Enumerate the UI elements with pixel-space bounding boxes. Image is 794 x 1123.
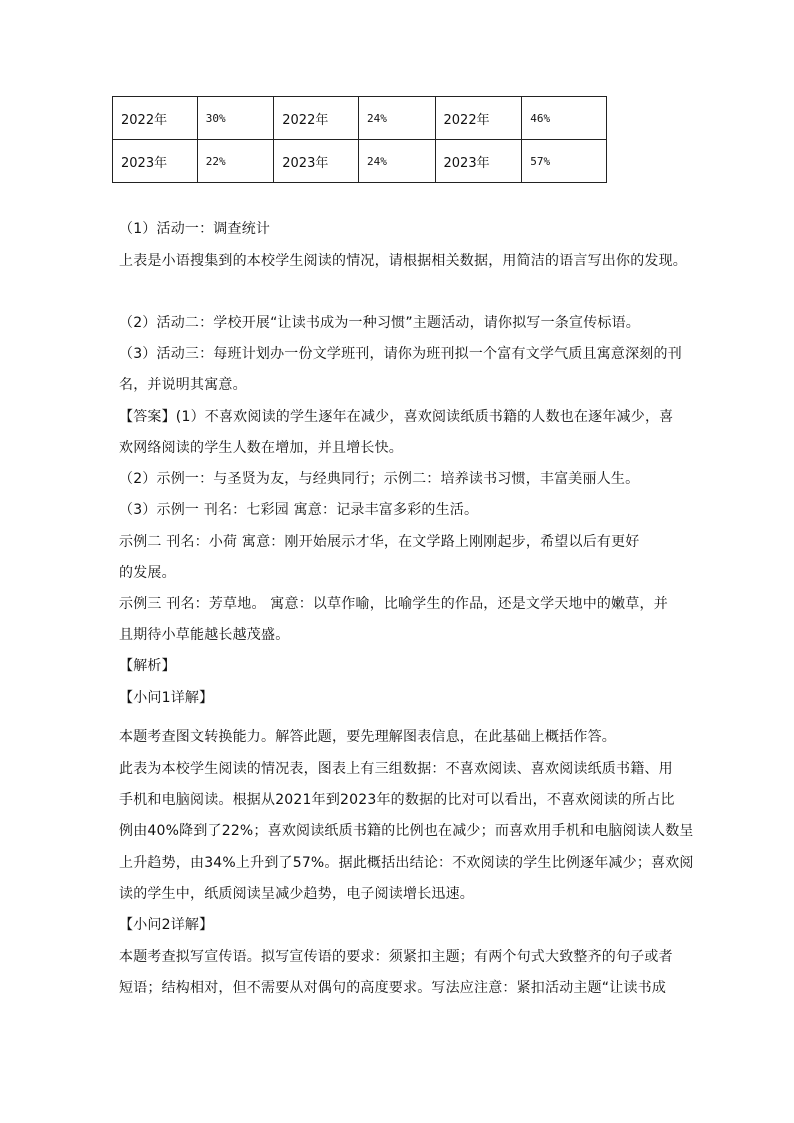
table-cell: 2022年 bbox=[113, 97, 198, 140]
table-cell: 46% bbox=[522, 97, 607, 140]
analysis-1-text: 手机和电脑阅读。根据从2021年到2023年的数据的比对可以看出，不喜欢阅读的所占比 bbox=[119, 792, 675, 808]
analysis-2-text: 短语；结构相对，但不需要从对偶句的高度要求。写法应注意：紧扣活动主题“让读书成 bbox=[119, 980, 667, 996]
analysis-heading: 【解析】 bbox=[119, 658, 176, 674]
table-cell: 2023年 bbox=[274, 140, 359, 183]
analysis-1-text: 此表为本校学生阅读的情况表，图表上有三组数据：不喜欢阅读、喜欢阅读纸质书籍、用 bbox=[119, 761, 673, 777]
table-row bbox=[113, 140, 607, 183]
answer-1-cont: 欢网络阅读的学生人数在增加，并且增长快。 bbox=[119, 440, 403, 456]
analysis-1-text: 本题考查图文转换能力。解答此题，要先理解图表信息，在此基础上概括作答。 bbox=[119, 729, 616, 745]
analysis-1-text: 上升趋势，由34%上升到了57%。据此概括出结论：不欢阅读的学生比例逐年减少；喜欢阅 bbox=[119, 855, 694, 871]
reading-survey-table bbox=[112, 96, 607, 183]
table-cell: 30% bbox=[197, 97, 274, 140]
table-cell: 2023年 bbox=[435, 140, 522, 183]
answer-3-example-2: 示例二 刊名：小荷 寓意：刚开始展示才华，在文学路上刚刚起步，希望以后有更好 bbox=[119, 534, 640, 550]
answer-3-example-3: 示例三 刊名：芳草地。 寓意：以草作喻，比喻学生的作品，还是文学天地中的嫩草，并 bbox=[119, 596, 668, 612]
table-cell: 57% bbox=[522, 140, 607, 183]
answer-2: （2）示例一：与圣贤为友，与经典同行；示例二：培养读书习惯，丰富美丽人生。 bbox=[119, 471, 640, 487]
table-cell: 24% bbox=[358, 97, 435, 140]
analysis-1-text: 读的学生中，纸质阅读呈减少趋势，电子阅读增长迅速。 bbox=[119, 886, 474, 902]
activity-2-question: （2）活动二：学校开展“让读书成为一种习惯”主题活动，请你拟写一条宣传标语。 bbox=[119, 315, 641, 331]
answer-1: 【答案】(1）不喜欢阅读的学生逐年在减少，喜欢阅读纸质书籍的人数也在逐年减少，喜 bbox=[119, 409, 674, 425]
table-cell: 2022年 bbox=[435, 97, 522, 140]
answer-3-example-2-cont: 的发展。 bbox=[119, 565, 176, 581]
activity-3-question-cont: 名，并说明其寓意。 bbox=[119, 377, 247, 393]
table-cell: 2022年 bbox=[274, 97, 359, 140]
answer-3-example-3-cont: 且期待小草能越长越茂盛。 bbox=[119, 627, 290, 643]
table-cell: 24% bbox=[358, 140, 435, 183]
sub-question-1-heading: 【小问1详解】 bbox=[119, 690, 214, 706]
table-cell: 22% bbox=[197, 140, 274, 183]
table-row bbox=[113, 97, 607, 140]
activity-1-heading: （1）活动一：调查统计 bbox=[119, 221, 271, 237]
analysis-2-text: 本题考查拟写宣传语。拟写宣传语的要求：须紧扣主题；有两个句式大致整齐的句子或者 bbox=[119, 949, 673, 965]
activity-3-question: （3）活动三：每班计划办一份文学班刊，请你为班刊拟一个富有文学气质且寓意深刻的刊 bbox=[119, 346, 682, 362]
activity-1-question: 上表是小语搜集到的本校学生阅读的情况，请根据相关数据，用简洁的语言写出你的发现。 bbox=[119, 253, 687, 269]
answer-3-example-1: （3）示例一 刊名：七彩园 寓意：记录丰富多彩的生活。 bbox=[119, 502, 479, 518]
analysis-1-text: 例由40%降到了22%；喜欢阅读纸质书籍的比例也在减少；而喜欢用手机和电脑阅读人数呈 bbox=[119, 823, 694, 839]
sub-question-2-heading: 【小问2详解】 bbox=[119, 917, 214, 933]
table-cell: 2023年 bbox=[113, 140, 198, 183]
